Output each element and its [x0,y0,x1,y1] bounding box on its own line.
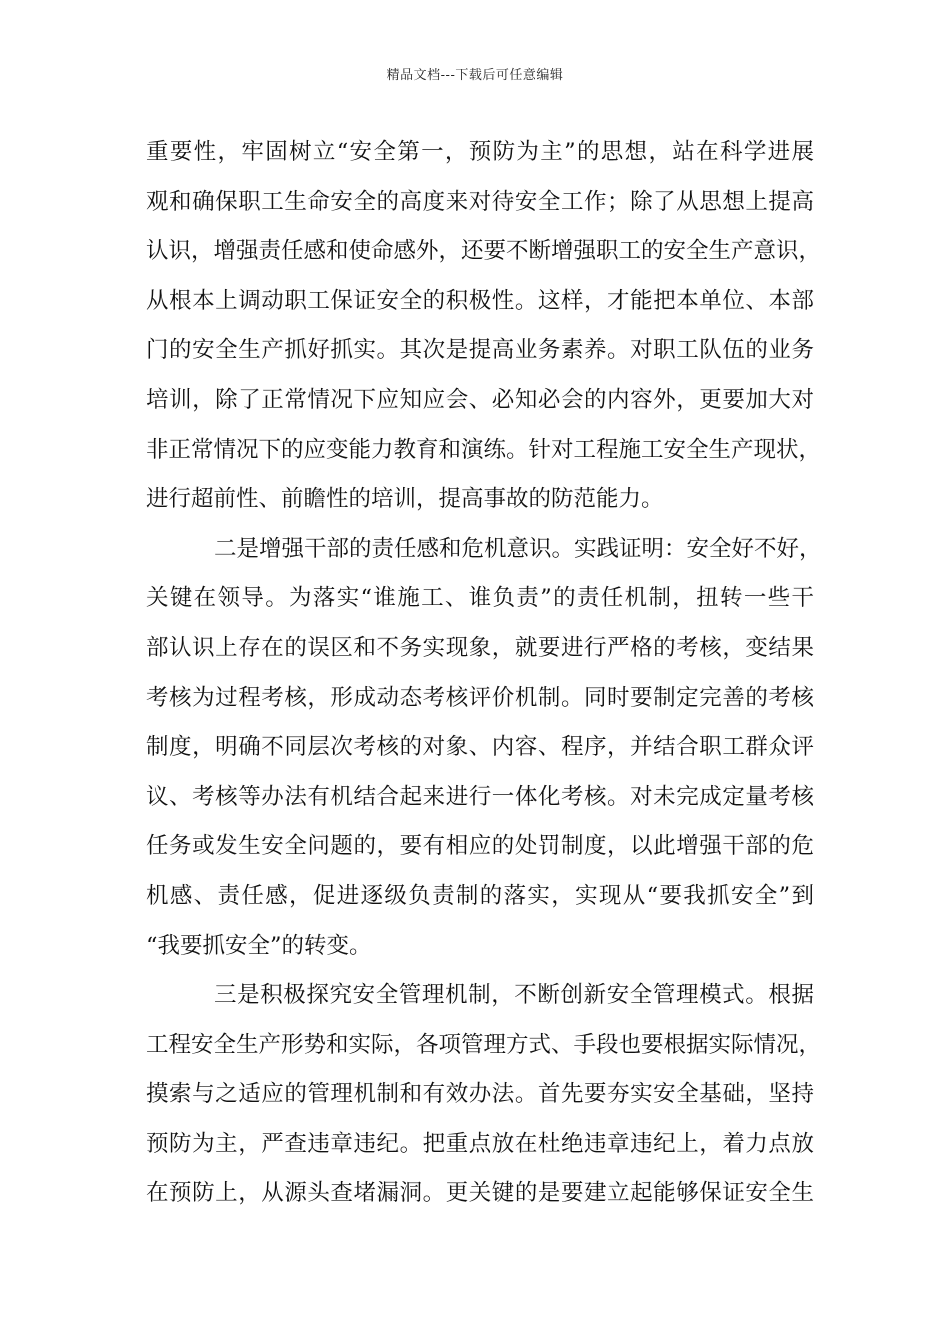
text-line: 重要性，牢固树立“安全第一，预防为主”的思想，站在科学进展 [146,139,814,165]
paragraph-3 [146,971,822,1219]
text-line: 预防为主，严查违章违纪。把重点放在杜绝违章违纪上，着力点放 [146,1130,814,1157]
text-line: 议、考核等办法有机结合起来进行一体化考核。对未完成定量考核 [146,783,814,810]
text-line: 进行超前性、前瞻性的培训，提高事故的防范能力。 [146,486,664,513]
text-line: 二是增强干部的责任感和危机意识。实践证明：安全好不好， [214,535,822,562]
text-line: 认识，增强责任感和使命感外，还要不断增强职工的安全生产意识， [146,238,822,265]
paragraph-2 [146,525,822,971]
page-header: 精品文档---下载后可任意编辑 [386,68,564,83]
text-line: 考核为过程考核，形成动态考核评价机制。同时要制定完善的考核 [146,684,814,711]
text-line: 非正常情况下的应变能力教育和演练。针对工程施工安全生产现状， [146,436,822,463]
text-line: 从根本上调动职工保证安全的积极性。这样，才能把本单位、本部 [146,287,814,314]
text-line: 培训，除了正常情况下应知应会、必知必会的内容外，更要加大对 [146,386,814,413]
text-line: 在预防上，从源头查堵漏洞。更关键的是要建立起能够保证安全生 [146,1180,814,1207]
text-line: 观和确保职工生命安全的高度来对待安全工作；除了从思想上提高 [146,188,814,215]
text-line: 任务或发生安全问题的，要有相应的处罚制度，以此增强干部的危 [146,833,814,860]
text-line: 工程安全生产形势和实际，各项管理方式、手段也要根据实际情况， [146,1031,822,1058]
text-line: 部认识上存在的误区和不务实现象，就要进行严格的考核，变结果 [146,634,814,661]
paragraph-1 [146,128,822,525]
text-line: 摸索与之适应的管理机制和有效办法。首先要夯实安全基础，坚持 [146,1081,814,1108]
text-line: 制度，明确不同层次考核的对象、内容、程序，并结合职工群众评 [146,734,814,761]
text-line: 门的安全生产抓好抓实。其次是提高业务素养。对职工队伍的业务 [146,337,814,364]
text-line: 机感、责任感，促进逐级负责制的落实，实现从“要我抓安全”到 [146,882,814,909]
text-line: “我要抓安全”的转变。 [146,932,372,959]
text-line: 三是积极探究安全管理机制，不断创新安全管理模式。根据 [214,982,814,1009]
document-body [146,128,822,1219]
text-line: 关键在领导。为落实“谁施工、谁负责”的责任机制，扭转一些干 [146,585,814,612]
